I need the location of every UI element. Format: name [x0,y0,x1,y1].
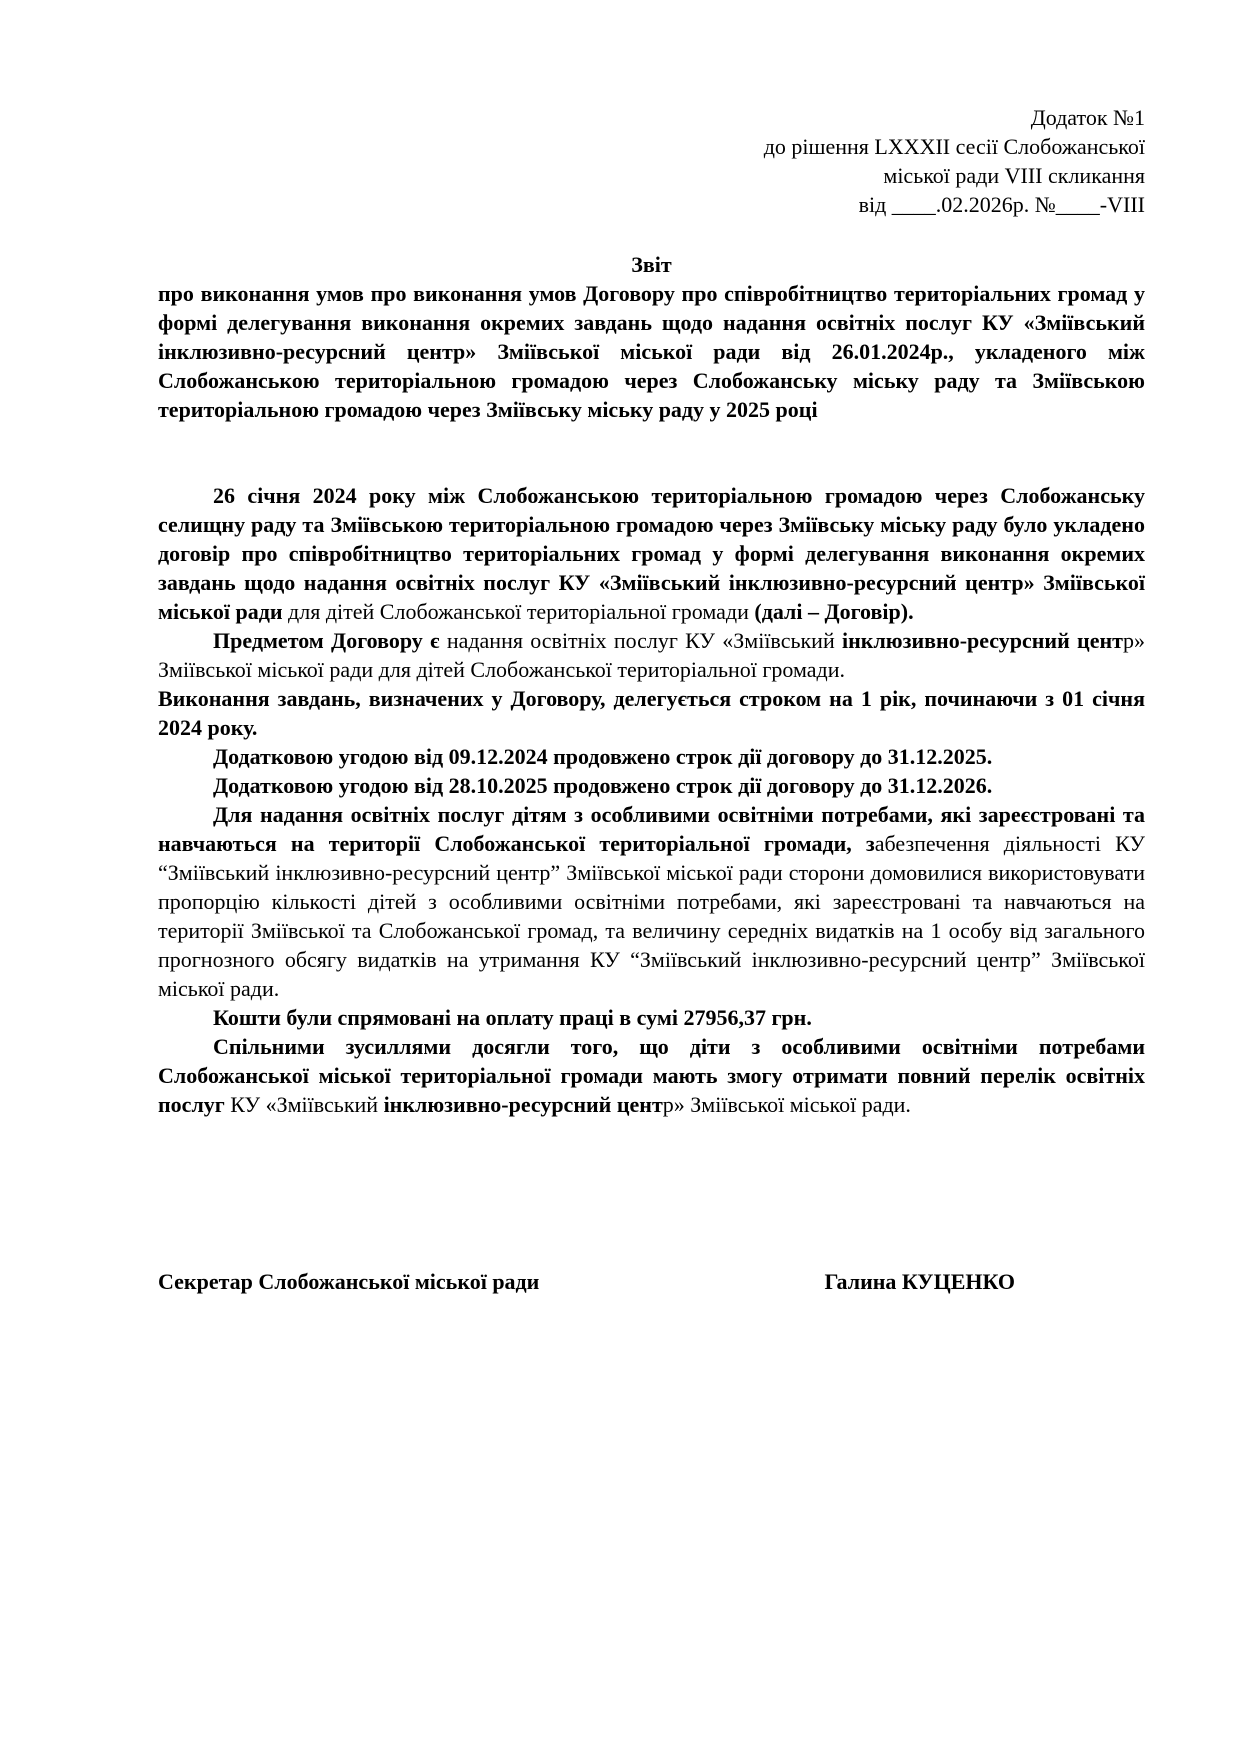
header-line-appendix: Додаток №1 [1030,105,1145,130]
body-paragraph [158,626,1145,684]
document-content [158,103,1145,1296]
header-line-decision: до рішення LXXXII сесії Слобожанської [763,134,1145,159]
body-paragraph [158,771,1145,800]
signature-name: Галина КУЦЕНКО [824,1269,1015,1294]
bold-text-run: Для надання освітніх послуг дітям з особливими освітніми потребами, які зареєстровані та навчаються на території Слобожанської територіальної громади, з [158,802,1145,856]
bold-text-run: Спільними зусиллями досягли того, що діти з особливими освітніми потребами Слобожанської міської територіальної громади мають змогу отримати повний перелік освітніх послуг [158,1034,1145,1117]
body-paragraph [158,800,1145,1003]
signature-role: Секретар Слобожанської міської ради [158,1269,540,1294]
bold-text-run: інклюзивно-ресурсний цент [842,628,1123,653]
body-paragraph [158,684,1145,742]
bold-text-run: (далі – Договір). [754,599,914,624]
text-run: КУ «Зміївський [230,1092,384,1117]
body-paragraph [158,1003,1145,1032]
document-title: Звіт [631,252,672,277]
document-body [158,481,1145,1119]
bold-text-run: про виконання умов про виконання умов Договору про співробітництво територіальних громад у формі делегування виконання окремих завдань щодо надання освітніх послуг КУ «Зміївський інклюзивно-ресурсний центр» Зміївської міської ради від 26.01.2024р., укладеного між Слобожанською територіальною громадою через Слобожанську міську раду та Зміївською територіальною громадою через Зміївську міську раду у 2025 році [158,281,1145,422]
body-paragraph [158,742,1145,771]
bold-text-run: Додатковою угодою від 09.12.2024 продовжено строк дії договору до 31.12.2025. [213,744,993,769]
text-run: абезпечення діяльності КУ “Зміївський інклюзивно-ресурсний центр” Зміївської міської ради сторони домовилися використовувати пропорцію кількості дітей з особливими освітніми потребами, які зареєстровані та навчаються на території Зміївської та Слобожанської громад, та величину середніх видатків на 1 особу від загального прогнозного обсягу видатків на утримання КУ “Зміївський інклюзивно-ресурсний центр” Зміївської міської ради. [158,831,1145,1001]
text-run: р» Зміївської міської ради. [662,1092,911,1117]
text-run: надання освітніх послуг КУ «Зміївський [446,628,842,653]
text-run: р» Зміївської міської ради для дітей Слобожанської територіальної громади. [158,628,1145,682]
bold-text-run: інклюзивно-ресурсний цент [383,1092,663,1117]
signature-row [158,1267,1145,1296]
header-line-council: міської ради VIII скликання [883,163,1145,188]
body-paragraph [158,1032,1145,1119]
report-subject-paragraph [158,279,1145,424]
document-header-block [158,103,1145,219]
bold-text-run: 26 січня 2024 року між Слобожанською територіальною громадою через Слобожанську селищну раду та Зміївською територіальною громадою через Зміївську міську раду було укладено договір про співробітництво територіальних громад у формі делегування виконання окремих завдань щодо надання освітніх послуг КУ «Зміївський інклюзивно-ресурсний центр» Зміївської міської ради [158,483,1145,624]
bold-text-run: Кошти були спрямовані на оплату праці в сумі 27956,37 грн. [213,1005,812,1030]
body-paragraph [158,481,1145,626]
text-run: для дітей Слобожанської територіальної громади [288,599,755,624]
bold-text-run: Предметом Договору є [213,628,447,653]
bold-text-run: Додатковою угодою від 28.10.2025 продовжено строк дії договору до 31.12.2026. [213,773,993,798]
bold-text-run: Виконання завдань, визначених у Договору, делегується строком на 1 рік, починаючи з 01 січня 2024 року. [158,686,1145,740]
header-line-date-number: від ____.02.2026р. №____-VIII [858,192,1145,217]
